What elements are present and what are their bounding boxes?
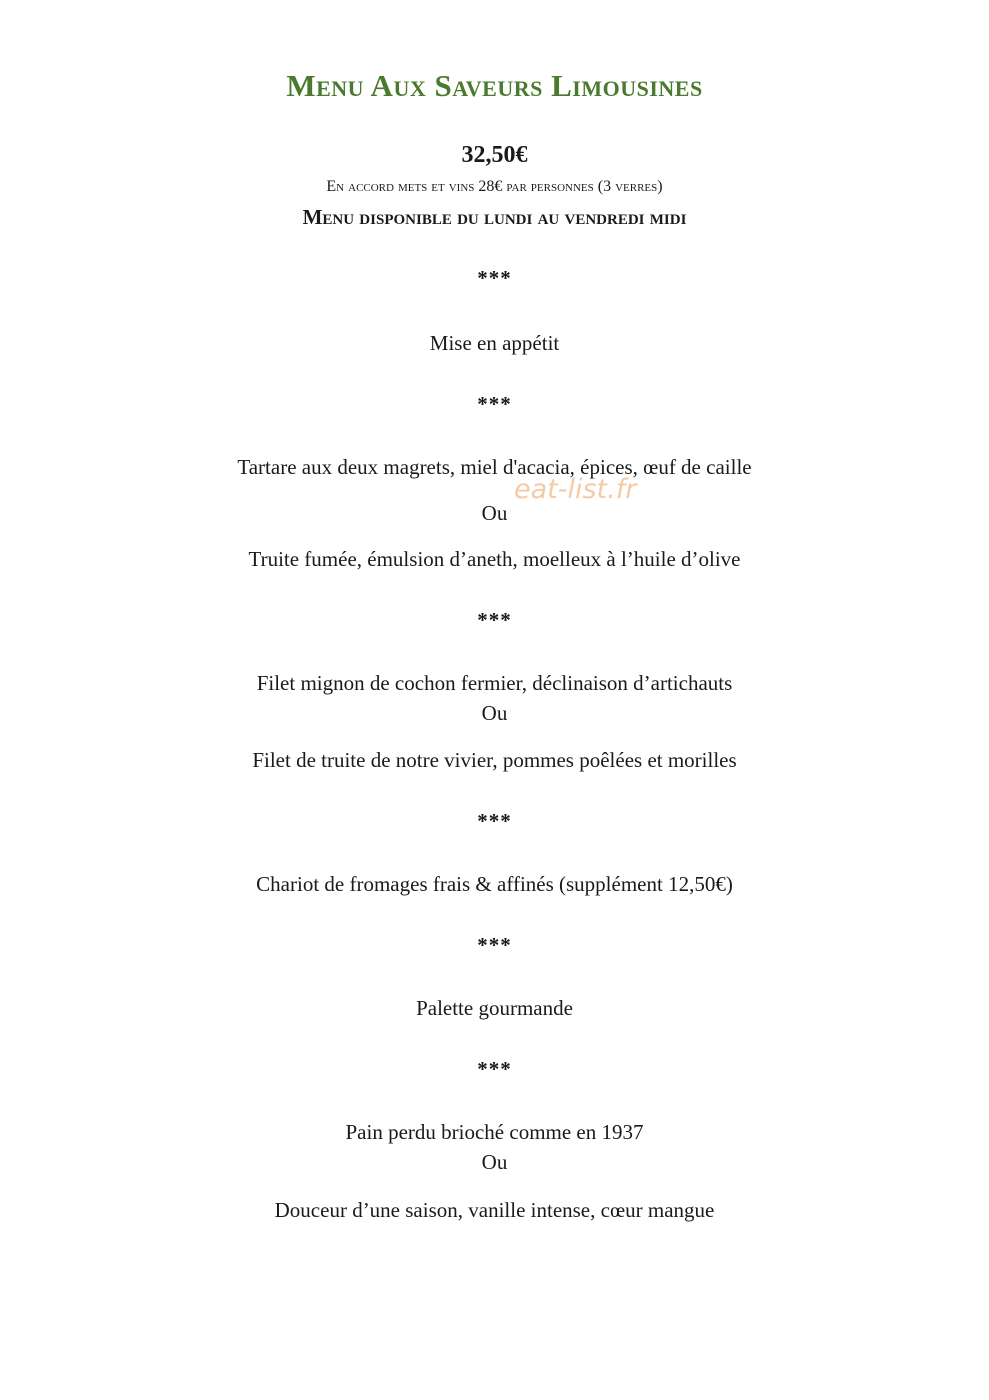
wine-pairing-note: En accord mets et vins 28€ par personnes (3 verres) [326,178,663,195]
separator: *** [477,1057,512,1081]
separator: *** [477,392,512,416]
menu-price: 32,50€ [461,142,528,168]
course-starter-2: Truite fumée, émulsion d’aneth, moelleux à l’huile d’olive [248,547,741,571]
separator: *** [477,933,512,957]
or-label: Ou [481,701,508,725]
or-label: Ou [481,501,508,525]
course-main-1: Filet mignon de cochon fermier, déclinaison d’artichauts [256,671,733,695]
menu-title: Menu Aux Saveurs Limousines [286,68,703,103]
separator: *** [477,266,512,290]
course-pre-dessert: Palette gourmande [416,996,573,1020]
separator: *** [477,809,512,833]
course-main-2: Filet de truite de notre vivier, pommes poêlées et morilles [252,748,737,772]
separator: *** [477,608,512,632]
course-amuse: Mise en appétit [429,331,560,355]
availability-note: Menu disponible du lundi au vendredi midi [302,205,687,229]
course-dessert-1: Pain perdu brioché comme en 1937 [345,1120,644,1144]
course-dessert-2: Douceur d’une saison, vanille intense, cœur mangue [274,1198,715,1222]
watermark-text: eat-list.fr [514,474,637,505]
or-label: Ou [481,1150,508,1174]
course-cheese: Chariot de fromages frais & affinés (supplément 12,50€) [256,872,733,896]
course-starter-1: Tartare aux deux magrets, miel d'acacia, épices, œuf de caille [237,455,752,479]
